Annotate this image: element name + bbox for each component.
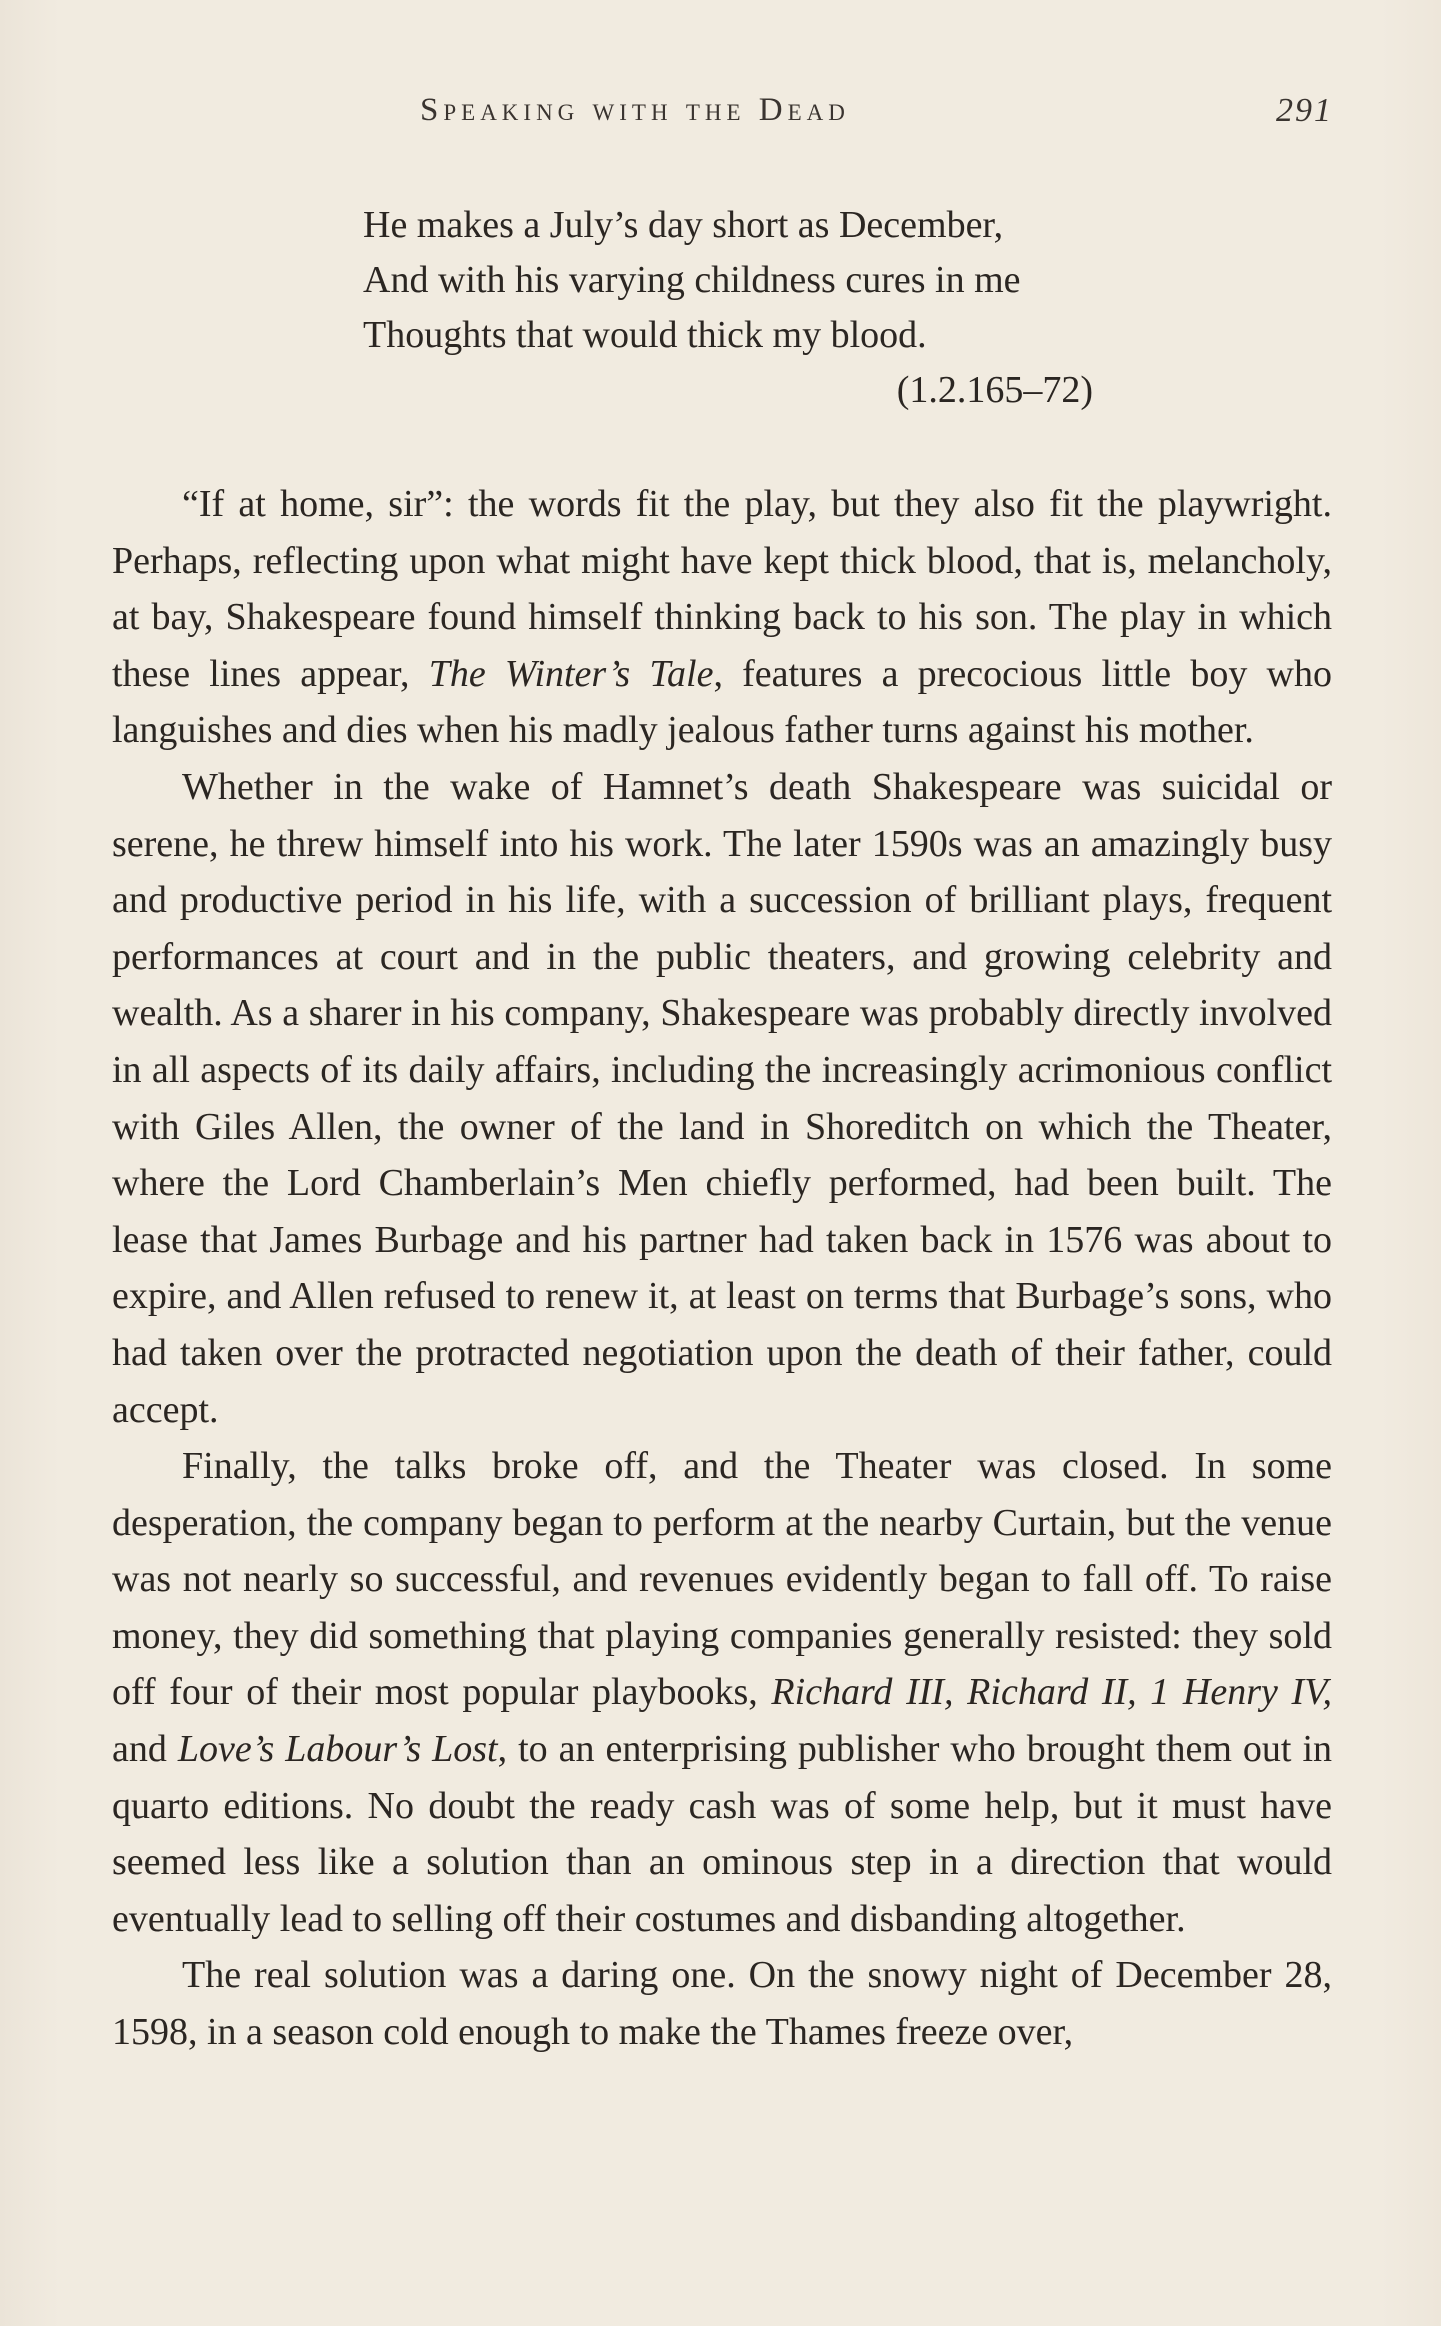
body-text: [112, 476, 1332, 2061]
italic-title: The Winter’s Tale: [428, 652, 714, 695]
paragraph-text: Whether in the wake of Hamnet’s death Shakespeare was suicidal or serene, he threw himself into his work. The later 1590s was an amazingly busy and productive period in his life, with a succession of brilliant plays, frequent performances at court and in the public theaters, and growing celebrity and wealth. As a sharer in his company, Shakespeare was probably directly involved in all aspects of its daily affairs, including the increasingly acrimonious conflict with Giles Allen, the owner of the land in Shoreditch on which the Theater, where the Lord Chamberlain’s Men chiefly performed, had been built. The lease that James Burbage and his partner had taken back in 1576 was about to expire, and Allen refused to renew it, at least on terms that Burbage’s sons, who had taken over the protracted negotiation upon the death of their father, could accept.: [112, 765, 1332, 1431]
verse-citation: (1.2.165–72): [896, 369, 1093, 411]
verse-line: And with his varying childness cures in me: [363, 259, 1021, 301]
body-paragraph: [112, 476, 1332, 759]
verse-line: He makes a July’s day short as December,: [363, 204, 1004, 246]
italic-title: Love’s Labour’s Lost: [177, 1728, 498, 1771]
paragraph-text: , to an enterprising publisher who brought them out in quarto editions. No doubt the ready cash was of some help, but it must have seemed less like a solution than an ominous step in a direction that would eventually lead to selling off their costumes and disbanding altogether.: [112, 1728, 1333, 1940]
verse-quotation: [363, 198, 1093, 418]
italic-title: Richard III, Richard II, 1 Henry IV,: [771, 1671, 1333, 1714]
paragraph-text: and: [112, 1728, 178, 1771]
running-head: Speaking with the Dead: [420, 92, 850, 128]
paragraph-text: “If at home, sir”: the words fit the play, but they also fit the playwright. Perhaps, reflecting upon what might have kept thick blood, that is, melancholy, at bay, Shakespeare found himself thinking back to his son. The play in which these lines appear,: [112, 483, 1332, 695]
verse-line: Thoughts that would thick my blood.: [363, 314, 927, 356]
body-paragraph: [112, 1438, 1332, 1947]
paragraph-text: Finally, the talks broke off, and the Theater was closed. In some desperation, the company began to perform at the nearby Curtain, but the venue was not nearly so successful, and revenues evidently began to fall off. To raise money, they did something that playing companies generally resisted: they sold off four of their most popular playbooks,: [112, 1445, 1332, 1714]
body-paragraph: [112, 759, 1332, 1438]
paragraph-text: The real solution was a daring one. On the snowy night of December 28, 1598, in a season cold enough to make the Thames freeze over,: [112, 1954, 1332, 2054]
page-number: 291: [1276, 92, 1333, 129]
body-paragraph: [112, 1947, 1332, 2060]
paragraph-text: , features a precocious little boy who languishes and dies when his madly jealous father turns against his mother.: [112, 652, 1332, 752]
